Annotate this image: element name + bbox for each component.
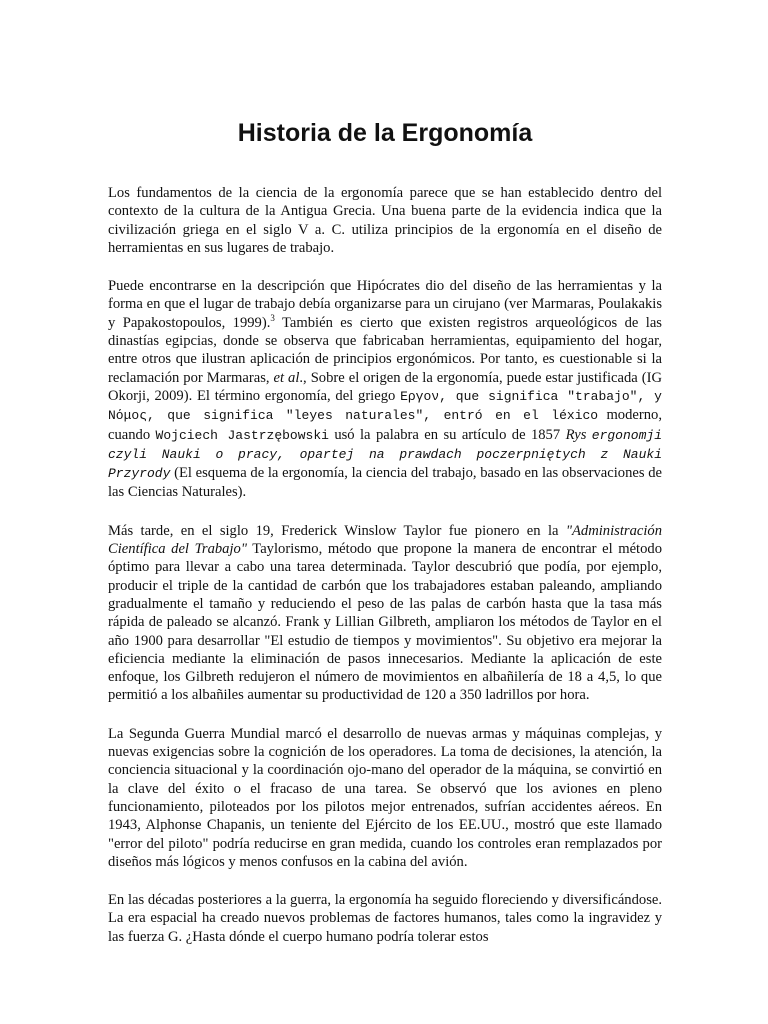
quoted-title: "Administración Científica del Trabajo" [108, 522, 662, 558]
work-title-start: Rys [565, 426, 587, 443]
work-title: ergonomji czyli Nauki o pracy, opartej na prawdach poczerpniętych z Nauki Przyrody [108, 427, 662, 482]
paragraph-2-text-d: moderno, cuando [108, 407, 662, 443]
paragraph-2-text-f: (El esquema de la ergonomía, la ciencia del trabajo, basado en las observaciones de las Ciencias Naturales). [108, 465, 662, 501]
footnote-marker: 3 [270, 312, 275, 323]
et-al-italic: et al [273, 369, 300, 386]
greek-etymology: Εργον, que significa "trabajo", y Νόμος, que significa "leyes naturales", entró en el léxico [108, 388, 662, 424]
paragraph-2-text-b: También es cierto que existen registros arqueológicos de las dinastías egipcias, donde se observa que fabricaban herramientas, equipamiento del hogar, entre otros que ilustran aplicación de principios ergonómicos. Por tanto, es cuestionable si la reclamación por Marmaras, [108, 314, 662, 386]
paragraph-2-text-a: Puede encontrarse en la descripción que Hipócrates dio del diseño de las herramientas y la forma en que el lugar de trabajo debía organizarse para un cirujano (ver Marmaras, Poulakakis y Papakostopoulos, 1999). [108, 278, 662, 331]
paragraph-3-text-a: Más tarde, en el siglo 19, Frederick Winslow Taylor fue pionero en la [108, 522, 566, 539]
page-title: Historia de la Ergonomía [237, 119, 533, 147]
paragraph-3 [108, 522, 662, 705]
paragraph-2 [108, 277, 662, 502]
paragraph-2-text-e: usó la palabra en su artículo de 1857 [328, 426, 566, 443]
paragraph-5: En las décadas posteriores a la guerra, la ergonomía ha seguido floreciendo y diversificándose. La era espacial ha creado nuevos problemas de factores humanos, tales como la ingravidez y las fuerza G. ¿Hasta dónde el cuerpo humano podría tolerar estos [108, 892, 662, 945]
paragraph-2-text-c: ., Sobre el origen de la ergonomía, puede estar justificada (IG Okorji, 2009). El término ergonomía, del griego [108, 369, 662, 404]
paragraph-4: La Segunda Guerra Mundial marcó el desarrollo de nuevas armas y máquinas complejas, y nuevas exigencias sobre la cognición de los operadores. La toma de decisiones, la atención, la conciencia situacional y la coordinación ojo-mano del operador de la máquina, se convirtió en la clave del éxito o el fracaso de una tarea. Se observó que los aviones en pleno funcionamiento, piloteados por los pilotos mejor entrenados, sufrían accidentes aéreos. En 1943, Alphonse Chapanis, un teniente del Ejército de los EE.UU., mostró que este llamado "error del piloto" podría reducirse en gran medida, cuando los controles eran remplazados por diseños más lógicos y menos confusos en la cabina del avión. [108, 725, 662, 870]
paragraph-1: Los fundamentos de la ciencia de la ergonomía parece que se han establecido dentro del contexto de la cultura de la Antigua Grecia. Una buena parte de la evidencia indica que la civilización griega en el siglo V a. C. utiliza principios de la ergonomía en el diseño de herramientas en sus lugares de trabajo. [108, 185, 662, 256]
author-name: Wojciech Jastrzębowski [155, 427, 329, 443]
paragraph-3-text-b: Taylorismo, método que propone la manera de encontrar el método óptimo para llevar a cabo una tarea determinada. Taylor descubrió que podía, por ejemplo, producir el triple de la cantidad de carbón que los trabajadores estaban paleando, ampliando gradualmente el tamaño y reduciendo el peso de las palas de carbón hasta que la tasa más rápida de paleado se alcanzó. Frank y Lillian Gilbreth, ampliaron los métodos de Taylor en el año 1900 para desarrollar "El estudio de tiempos y movimientos". Su objetivo era mejorar la eficiencia mediante la eliminación de pasos innecesarios. Mediante la aplicación de este enfoque, los Gilbreth redujeron el número de movimientos en albañilería de 18 a 4,5, lo que permitió a los albañiles aumentar su productividad de 120 a 350 ladrillos por hora. [108, 541, 663, 704]
